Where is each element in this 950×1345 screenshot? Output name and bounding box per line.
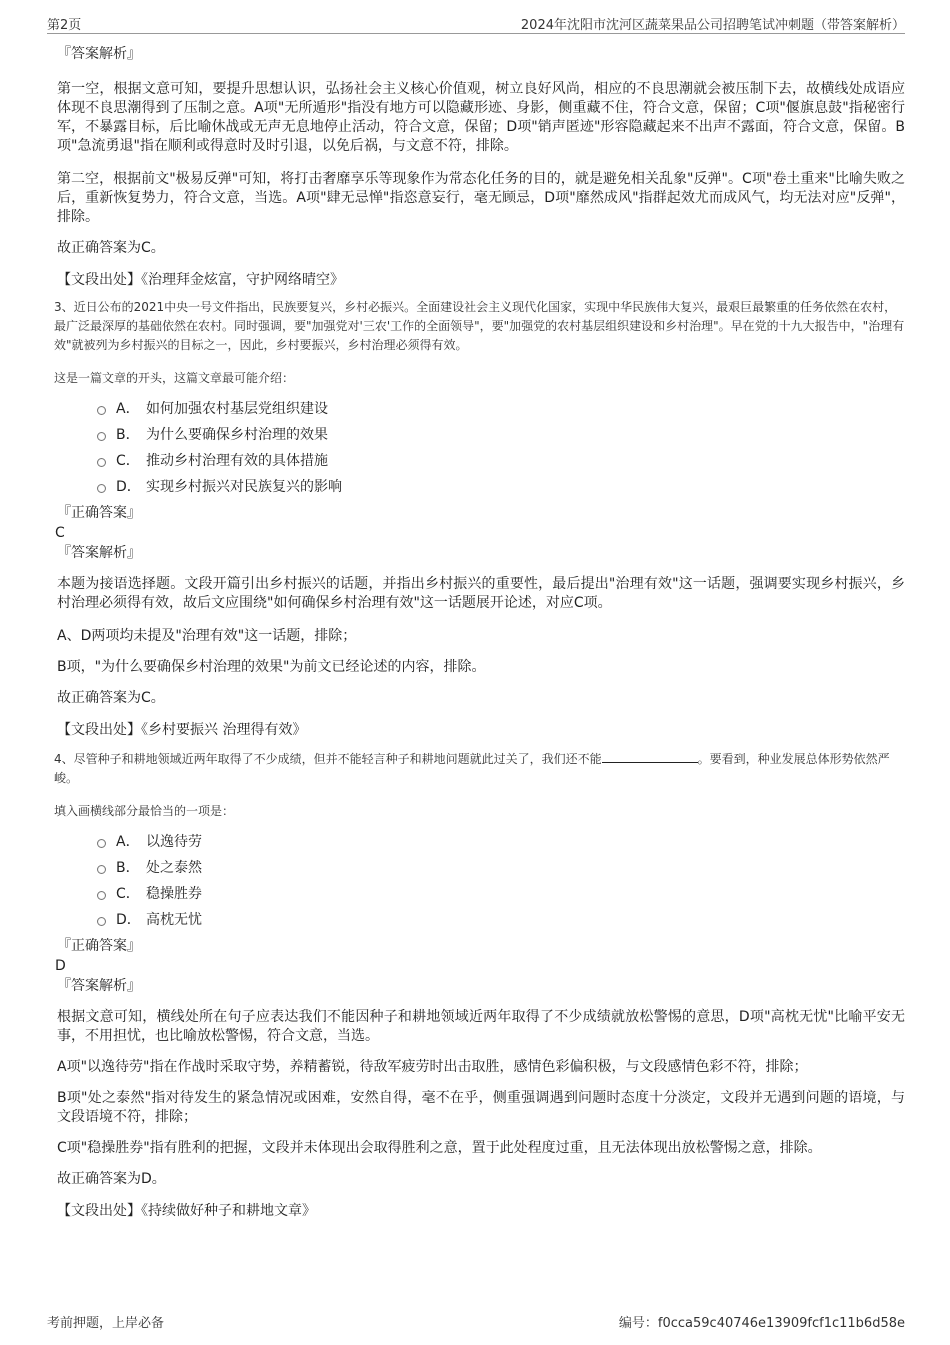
analysis-paragraph: 本题为接语选择题。文段开篇引出乡村振兴的话题，并指出乡村振兴的重要性，最后提出"治理有效"这一话题，强调要实现乡村振兴，乡村治理必须得有效，故后文应围绕"如何确保乡村治理有效"这一话题展开论述，对应C项。 (57, 576, 905, 611)
question-text (54, 750, 905, 788)
option-letter: D． (116, 912, 141, 928)
document-title: 2024年沈阳市沈河区蔬菜果品公司招聘笔试冲刺题（带答案解析） (520, 18, 905, 33)
analysis-paragraph: 第一空，根据文意可知，要提升思想认识，弘扬社会主义核心价值观，树立良好风尚，相应的不良思潮就会被压制下去，故横线处成语应体现不良思潮得到了压制之意。A项"无所遁形"指没有地方可以隐藏形迹、身影，侧重藏不住，符合文意，保留；C项"偃旗息鼓"指秘密行军，不暴露目标，后比喻休战或无声无息地停止活动，符合文意，保留；D项"销声匿迹"形容隐藏起来不出声不露面，符合文意，保留。B项"急流勇退"指在顺利或得意时及时引退，以免后祸，与文意不符，排除。 (57, 81, 905, 154)
question-3 (54, 298, 905, 740)
analysis-label: 『答案解析』 (57, 978, 141, 994)
source-citation: 【文段出处】《乡村要振兴 治理得有效》 (57, 722, 307, 738)
radio-icon[interactable] (97, 458, 106, 467)
option-text: 推动乡村治理有效的具体措施 (146, 453, 328, 469)
option-text: 为什么要确保乡村治理的效果 (146, 427, 328, 443)
option-c[interactable] (57, 880, 905, 906)
option-letter: A． (116, 834, 140, 850)
option-a[interactable] (57, 828, 905, 854)
option-letter: B． (116, 427, 140, 443)
radio-icon[interactable] (97, 891, 106, 900)
analysis-paragraph: B项，"为什么要确保乡村治理的效果"为前文已经论述的内容，排除。 (57, 659, 486, 675)
radio-icon[interactable] (97, 484, 106, 493)
option-text: 实现乡村振兴对民族复兴的影响 (146, 479, 342, 495)
document-id: 编号：f0cca59c40746e13909fcf1c11b6d58e (618, 1316, 905, 1331)
conclusion: 故正确答案为C。 (57, 240, 165, 256)
radio-icon[interactable] (97, 839, 106, 848)
option-text: 如何加强农村基层党组织建设 (146, 401, 328, 417)
radio-icon[interactable] (97, 406, 106, 415)
option-letter: B． (116, 860, 140, 876)
option-d[interactable] (57, 473, 905, 499)
option-b[interactable] (57, 421, 905, 447)
analysis-label: 『答案解析』 (57, 545, 141, 561)
analysis-paragraph: A、D两项均未提及"治理有效"这一话题，排除； (57, 628, 357, 644)
option-letter: A． (116, 401, 140, 417)
option-a[interactable] (57, 395, 905, 421)
radio-icon[interactable] (97, 432, 106, 441)
option-letter: D． (116, 479, 141, 495)
analysis-label: 『答案解析』 (57, 46, 141, 62)
question-prompt: 填入画横线部分最恰当的一项是： (54, 804, 235, 818)
option-text: 稳操胜券 (146, 886, 202, 902)
radio-icon[interactable] (97, 917, 106, 926)
option-list (57, 828, 905, 932)
question-text: 3、近日公布的2021中央一号文件指出，民族要复兴，乡村必振兴。全面建设社会主义现代化国家，实现中华民族伟大复兴，最艰巨最繁重的任务依然在农村，最广泛最深厚的基础依然在农村。同时强调，要"加强党对'三农'工作的全面领导"，要"加强党的农村基层组织建设和乡村治理"。早在党的十九大报告中，"治理有效"就被列为乡村振兴的目标之一，因此，乡村要振兴，乡村治理必须得有效。 (54, 300, 905, 352)
option-d[interactable] (57, 906, 905, 932)
option-letter: C． (116, 453, 140, 469)
question-text-after: 。要看到，种业发展总体形势依然严峻。 (54, 752, 890, 785)
correct-answer: C (55, 525, 65, 541)
answer-label: 『正确答案』 (57, 938, 141, 954)
option-c[interactable] (57, 447, 905, 473)
analysis-paragraph: A项"以逸待劳"指在作战时采取守势，养精蓄锐，待敌军疲劳时出击取胜，感情色彩偏积极，与文段感情色彩不符，排除； (57, 1059, 808, 1075)
answer-label: 『正确答案』 (57, 505, 141, 521)
page-header (47, 10, 905, 34)
fill-blank (602, 751, 698, 763)
question-text-before: 4、尽管种子和耕地领域近两年取得了不少成绩，但并不能轻言种子和耕地问题就此过关了，我们还不能 (54, 752, 602, 766)
conclusion: 故正确答案为C。 (57, 690, 165, 706)
question-prompt: 这是一篇文章的开头，这篇文章最可能介绍： (54, 371, 295, 385)
analysis-paragraph: C项"稳操胜券"指有胜利的把握，文段并未体现出会取得胜利之意，置于此处程度过重，且无法体现出放松警惕之意，排除。 (57, 1140, 822, 1156)
analysis-paragraph: 第二空，根据前文"极易反弹"可知，将打击奢靡享乐等现象作为常态化任务的目的，就是避免相关乱象"反弹"。C项"卷土重来"比喻失败之后，重新恢复势力，符合文意，当选。A项"肆无忌惮"指恣意妄行，毫无顾忌，D项"靡然成风"指群起效尤而成风气，均无法对应"反弹"，排除。 (57, 171, 905, 225)
source-citation: 【文段出处】《持续做好种子和耕地文章》 (57, 1203, 316, 1219)
option-list (57, 395, 905, 499)
option-text: 以逸待劳 (146, 834, 202, 850)
source-citation: 【文段出处】《治理拜金炫富，守护网络晴空》 (57, 272, 344, 288)
option-letter: C． (116, 886, 140, 902)
radio-icon[interactable] (97, 865, 106, 874)
option-b[interactable] (57, 854, 905, 880)
option-text: 高枕无忧 (146, 912, 202, 928)
analysis-paragraph: B项"处之泰然"指对待发生的紧急情况或困难，安然自得，毫不在乎，侧重强调遇到问题时态度十分淡定，文段并无遇到问题的语境，与文段语境不符，排除； (57, 1090, 905, 1125)
page-number: 第2页 (47, 18, 82, 33)
correct-answer: D (55, 958, 66, 974)
conclusion: 故正确答案为D。 (57, 1171, 166, 1187)
footer-slogan: 考前押题，上岸必备 (47, 1316, 165, 1331)
analysis-paragraph: 根据文意可知，横线处所在句子应表达我们不能因种子和耕地领域近两年取得了不少成绩就放松警惕的意思，D项"高枕无忧"比喻平安无事，不用担忧，也比喻放松警惕，符合文意，当选。 (57, 1009, 905, 1044)
document-body (54, 44, 905, 1221)
question-4 (54, 750, 905, 1221)
option-text: 处之泰然 (146, 860, 202, 876)
block1-analysis (57, 44, 905, 290)
